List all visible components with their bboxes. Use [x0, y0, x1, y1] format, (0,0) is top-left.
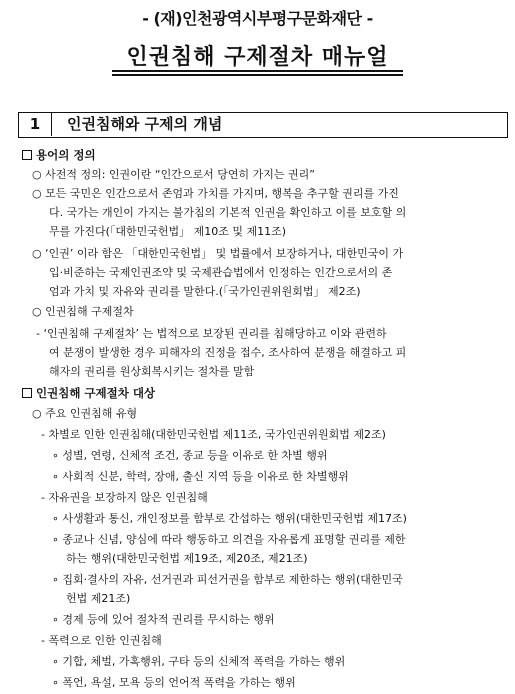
line-text: - 자유권을 보장하지 않은 인권침해 — [41, 491, 208, 504]
line-text: 인권침해 구제절차 대상 — [36, 386, 156, 400]
line-text: 용어의 정의 — [36, 148, 96, 162]
text-line — [32, 305, 134, 319]
text-line — [52, 655, 345, 669]
text-line — [49, 346, 406, 360]
title-underline — [112, 70, 403, 72]
title-underline-second — [112, 74, 403, 76]
text-line — [49, 285, 361, 299]
line-text: 무를 가진다(「대한민국헌법」 제10조 및 제11조) — [49, 225, 287, 238]
line-text: ○ 사전적 정의: 인권이란 “인간으로서 당연히 가지는 권리” — [32, 168, 315, 181]
line-text: ∘ 집회·결사의 자유, 선거권과 피선거권을 함부로 제한하는 행위(대한민국 — [52, 573, 403, 586]
subheading — [22, 386, 155, 400]
line-text: 해자의 권리를 원상회복시키는 절차를 말함 — [49, 365, 255, 378]
document-title: 인권침해 구제절차 매뉴얼 — [126, 45, 389, 70]
text-line — [52, 573, 403, 587]
checkbox-square-icon — [22, 388, 32, 398]
text-line — [52, 512, 407, 526]
line-text: 여 분쟁이 발생한 경우 피해자의 진정을 접수, 조사하여 분쟁을 해결하고 피 — [49, 346, 407, 359]
text-line — [32, 168, 315, 182]
line-text: ∘ 사회적 신분, 학력, 장애, 출신 지역 등을 이유로 한 차별행위 — [52, 470, 349, 483]
line-text: ∘ 성별, 연령, 신체적 조건, 종교 등을 이유로 한 차별 행위 — [52, 449, 328, 462]
text-line — [52, 676, 296, 690]
text-line — [32, 187, 399, 201]
subheading — [22, 148, 96, 162]
line-text: 다. 국가는 개인이 가지는 불가침의 기본적 인권을 확인하고 이를 보호할 의 — [49, 206, 407, 219]
line-text: - 차별로 인한 인권침해(대한민국헌법 제11조, 국가인권위원회법 제2조) — [41, 428, 386, 441]
line-text: 엄과 가치 및 자유와 권리를 말한다.(「국가인권위원회법」 제2조) — [49, 285, 361, 298]
line-text: ∘ 폭언, 욕설, 모욕 등의 언어적 폭력을 가하는 행위 — [52, 676, 296, 689]
organization-name: - (재)인천광역시부평구문화재단 - — [142, 9, 373, 28]
line-text: ∘ 기합, 체벌, 가혹행위, 구타 등의 신체적 폭력을 가하는 행위 — [52, 655, 346, 668]
text-line — [49, 365, 254, 379]
line-text: - 폭력으로 인한 인권침해 — [41, 634, 162, 647]
text-line — [66, 552, 308, 566]
section-number: 1 — [19, 113, 52, 136]
text-line — [32, 247, 403, 261]
text-line — [36, 327, 387, 341]
text-line — [52, 613, 275, 627]
line-text: ∘ 종교나 신념, 양심에 따라 행동하고 의견을 자유롭게 표명할 권리를 제한 — [52, 533, 406, 546]
line-text: 하는 행위(대한민국헌법 제19조, 제20조, 제21조) — [66, 552, 308, 565]
line-text: 입·비준하는 국제인권조약 및 국제관습법에서 인정하는 인간으로서의 존 — [49, 266, 393, 279]
text-line — [52, 533, 406, 547]
line-text: ○ 모든 국민은 인간으로서 존엄과 가치를 가지며, 행복을 추구할 권리를 가진 — [32, 187, 399, 200]
text-line — [49, 225, 286, 239]
text-line — [41, 634, 162, 648]
section-header — [18, 112, 508, 138]
line-text: 헌법 제21조) — [66, 592, 131, 605]
checkbox-square-icon — [22, 150, 32, 160]
line-text: ∘ 경제 등에 있어 절차적 권리를 무시하는 행위 — [52, 613, 275, 626]
line-text: ∘ 사생활과 통신, 개인정보를 함부로 간섭하는 행위(대한민국헌법 제17조) — [52, 512, 407, 525]
text-line — [66, 592, 130, 606]
line-text: ○ ‘인권’ 이라 함은 「대한민국헌법」 및 법률에서 보장하거나, 대한민국이 가 — [32, 247, 404, 260]
line-text: ○ 인권침해 구제절차 — [32, 305, 134, 318]
line-text: ○ 주요 인권침해 유형 — [32, 407, 138, 420]
text-line — [49, 206, 406, 220]
text-line — [52, 470, 349, 484]
text-line — [32, 407, 137, 421]
text-line — [41, 428, 386, 442]
line-text: - ‘인권침해 구제절차’ 는 법적으로 보장된 권리를 침해당하고 이와 관련하 — [36, 327, 387, 340]
section-title: 인권침해와 구제의 개념 — [67, 115, 223, 133]
text-line — [41, 491, 208, 505]
text-line — [52, 449, 328, 463]
text-line — [49, 266, 392, 280]
